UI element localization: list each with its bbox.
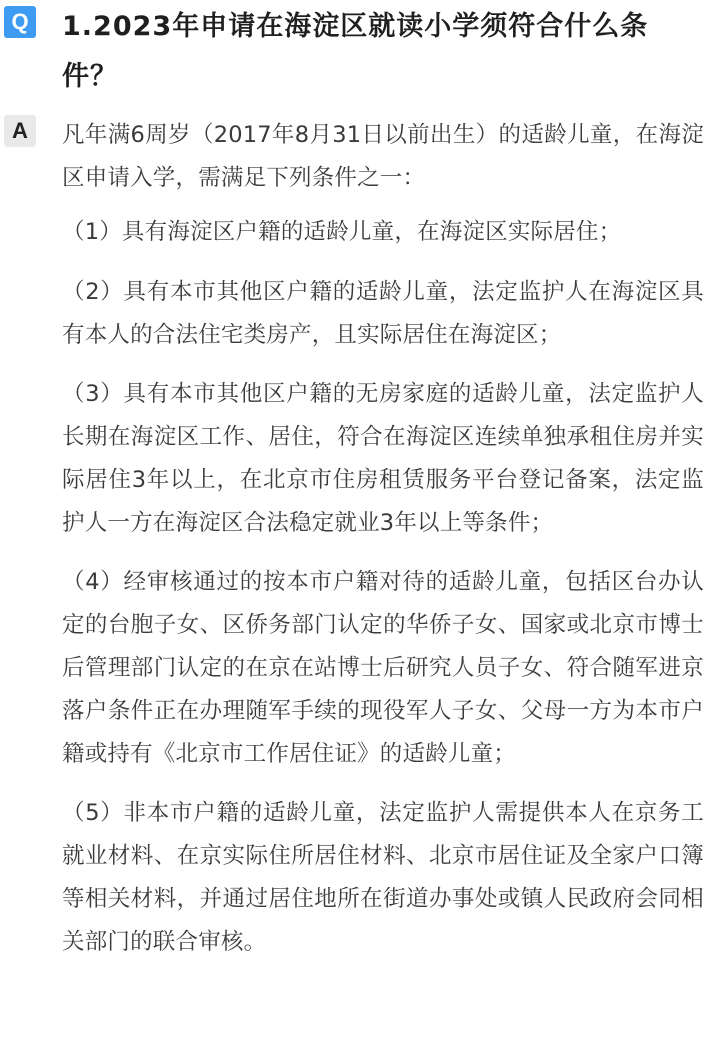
condition-3: （3）具有本市其他区户籍的无房家庭的适龄儿童，法定监护人长期在海淀区工作、居住，符合在海淀区连续单独承租住房并实际居住3年以上，在北京市住房租赁服务平台登记备案，法定监护人一方在海淀区合法稳定就业3年以上等条件； <box>62 381 704 536</box>
condition-4: （4）经审核通过的按本市户籍对待的适龄儿童，包括区台办认定的台胞子女、区侨务部门认定的华侨子女、国家或北京市博士后管理部门认定的在京在站博士后研究人员子女、符合随军进京落户条件正在办理随军手续的现役军人子女、父母一方为本市户籍或持有《北京市工作居住证》的适龄儿童； <box>62 569 704 767</box>
condition-2: （2）具有本市其他区户籍的适龄儿童，法定监护人在海淀区具有本人的合法住宅类房产，且实际居住在海淀区； <box>62 279 704 348</box>
condition-1: （1）具有海淀区户籍的适龄儿童，在海淀区实际居住； <box>62 219 622 245</box>
question-title: 1.2023年申请在海淀区就读小学须符合什么条件？ <box>62 11 649 92</box>
answer-intro: 凡年满6周岁（2017年8月31日以前出生）的适龄儿童，在海淀区申请入学，需满足下列条件之一： <box>62 122 704 191</box>
condition-5: （5）非本市户籍的适龄儿童，法定监护人需提供本人在京务工就业材料、在京实际住所居住材料、北京市居住证及全家户口簿等相关材料，并通过居住地所在街道办事处或镇人民政府会同相关部门的联合审核。 <box>62 800 704 955</box>
answer-body <box>62 114 704 964</box>
answer-badge: A <box>4 115 36 147</box>
question-badge: Q <box>4 6 36 38</box>
